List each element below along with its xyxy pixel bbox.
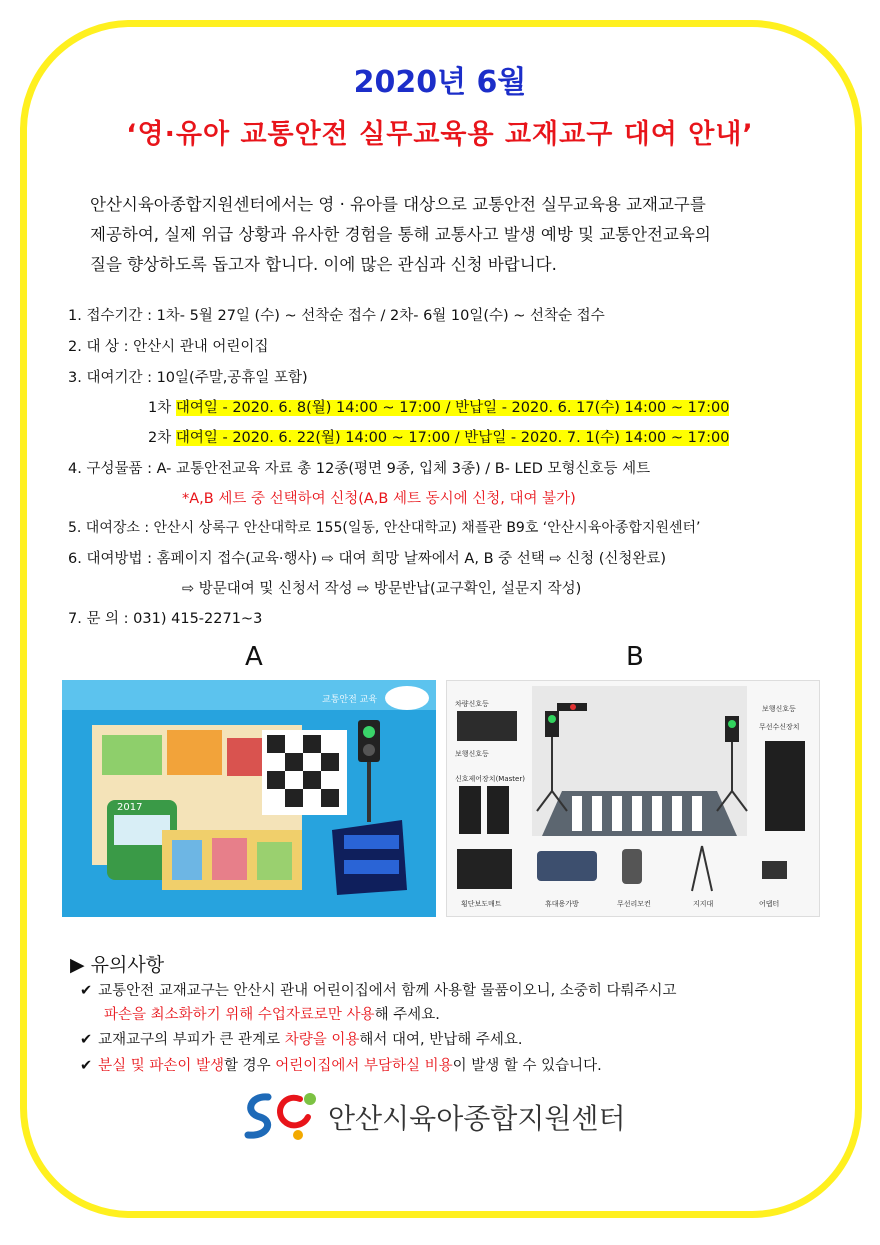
item-contact: 7. 문 의 : 031) 415-2271~3 [68, 611, 263, 627]
item-rental-period: 3. 대여기간 : 10일(주말,공휴일 포함) [68, 370, 308, 386]
round-label: 2차 [148, 430, 172, 446]
set-a-label: A [245, 642, 263, 672]
intro-line: 제공하여, 실제 위급 상황과 유사한 경험을 통해 교통사고 발생 예방 및 교통안전교육의 [90, 225, 711, 244]
caption-receiver: 무선수신장치 [759, 723, 800, 731]
round-schedule: 대여일 - 2020. 6. 22(월) 14:00 ~ 17:00 / 반납일 - 2020. 7. 1(수) 14:00 ~ 17:00 [175, 430, 730, 446]
note-text: 교재교구의 부피가 큰 관계로 [98, 1032, 285, 1048]
rental-round-2 [148, 426, 729, 447]
intro-line: 질을 향상하도록 돕고자 합니다. 이에 많은 관심과 신청 바랍니다. [90, 255, 557, 274]
set-a-illustration [62, 680, 436, 917]
note-text: 할 경우 [224, 1058, 276, 1074]
note-1 [80, 979, 677, 1000]
caption-crosswalk-mat: 횡단보도매트 [461, 900, 502, 908]
set-b-illustration [447, 681, 820, 917]
footer-logo [238, 1085, 668, 1145]
set-a-photo [62, 680, 436, 917]
rental-round-1 [148, 396, 729, 417]
item-application-period: 1. 접수기간 : 1차- 5월 27일 (수) ~ 선착순 접수 / 2차- 6월 10일(수) ~ 선착순 접수 [68, 308, 605, 324]
intro-line: 안산시육아종합지원센터에서는 영 · 유아를 대상으로 교통안전 실무교육용 교재교구를 [90, 195, 706, 214]
set-b-label: B [626, 642, 644, 672]
item-method-cont: ⇨ 방문대여 및 신청서 작성 ⇨ 방문반납(교구확인, 설문지 작성) [182, 581, 582, 597]
caption-stand: 지지대 [693, 900, 714, 908]
round-schedule: 대여일 - 2020. 6. 8(월) 14:00 ~ 17:00 / 반납일 - 2020. 6. 17(수) 14:00 ~ 17:00 [175, 400, 730, 416]
banner-text: 교통안전 교육 [322, 695, 378, 705]
caption-pedestrian-signal-2: 보행신호등 [762, 705, 796, 713]
item-method: 6. 대여방법 : 홈페이지 접수(교육·행사) ⇨ 대여 희망 날짜에서 A, B 중 선택 ⇨ 신청 (신청완료) [68, 551, 667, 567]
caption-vehicle-signal: 차량신호등 [455, 700, 489, 708]
note-text: 교통안전 교재교구는 안산시 관내 어린이집에서 함께 사용할 물품이오니, 소중히 다뤄주시고 [98, 983, 677, 999]
note-text: 이 발생 할 수 있습니다. [452, 1058, 602, 1074]
item-location: 5. 대여장소 : 안산시 상록구 안산대학로 155(일동, 안산대학교) 채플관 B9호 ‘안산시육아종합지원센터’ [68, 520, 701, 536]
bus-year: 2017 [117, 802, 143, 813]
caption-pedestrian-signal: 보행신호등 [455, 750, 489, 758]
note-emphasis: 분실 및 파손이 발생 [98, 1058, 225, 1074]
date-title: 2020년 6월 [353, 65, 527, 100]
note-1-cont [104, 1003, 440, 1024]
item-components: 4. 구성물품 : A- 교통안전교육 자료 총 12종(평면 9종, 입체 3종) / B- LED 모형신호등 세트 [68, 461, 651, 477]
set-b-photo [446, 680, 820, 917]
item-components-note: *A,B 세트 중 선택하여 신청(A,B 세트 동시에 신청, 대여 불가) [182, 491, 576, 507]
note-emphasis: 어린이집에서 부담하실 비용 [275, 1058, 453, 1074]
caption-remote: 무선리모컨 [617, 900, 651, 908]
intro-paragraph [90, 190, 830, 280]
note-text: 해 주세요. [374, 1007, 440, 1023]
note-text: 해서 대여, 반납해 주세요. [359, 1032, 523, 1048]
note-emphasis: 파손을 최소화하기 위해 수업자료로만 사용 [104, 1007, 375, 1023]
round-label: 1차 [148, 400, 172, 416]
note-2 [80, 1028, 522, 1049]
org-name: 안산시육아종합지원센터 [328, 1102, 626, 1135]
check-icon: ✔ [80, 1058, 93, 1074]
caption-carry-bag: 휴대용가방 [545, 900, 579, 908]
org-logo-icon [238, 1085, 322, 1145]
main-title: ‘영·유아 교통안전 실무교육용 교재교구 대여 안내’ [126, 119, 754, 150]
notes-heading: ▶ 유의사항 [70, 954, 165, 976]
caption-adapter: 어댑터 [759, 900, 780, 908]
caption-controller: 신호제어장치(Master) [455, 775, 525, 783]
check-icon: ✔ [80, 983, 93, 999]
note-emphasis: 차량을 이용 [284, 1032, 360, 1048]
item-target: 2. 대 상 : 안산시 관내 어린이집 [68, 339, 269, 355]
check-icon: ✔ [80, 1032, 93, 1048]
note-3 [80, 1054, 602, 1075]
